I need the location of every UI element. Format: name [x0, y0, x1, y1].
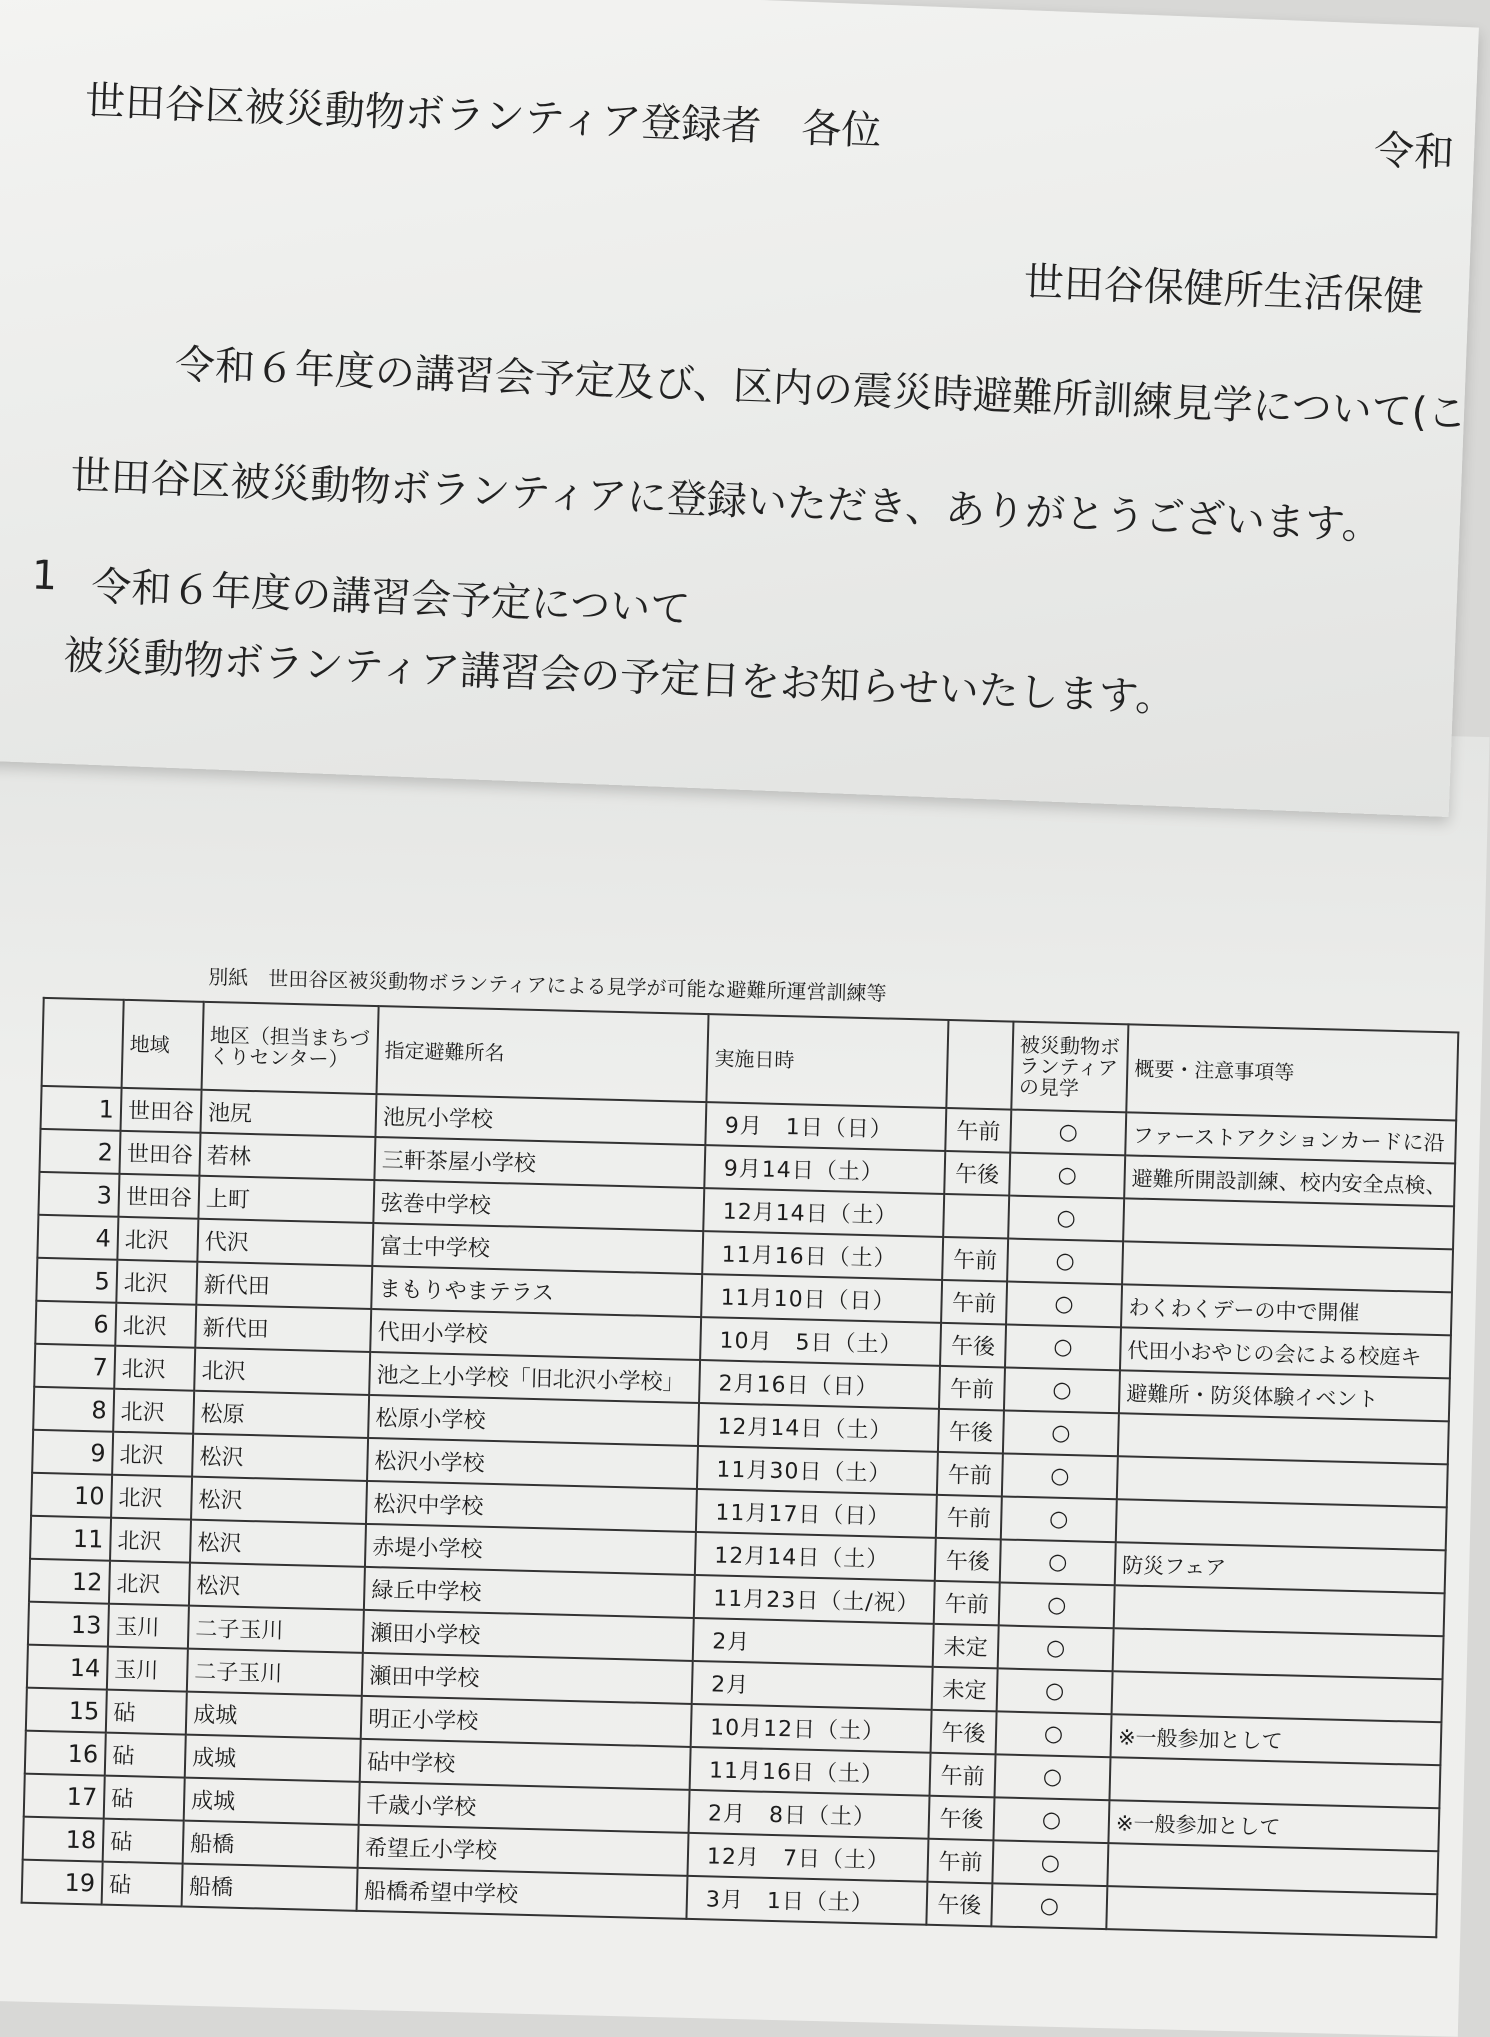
time-cell: 午前 [945, 1108, 1011, 1153]
region-cell: 北沢 [116, 1260, 197, 1305]
row-number: 15 [26, 1688, 107, 1733]
visit-mark: ○ [1009, 1153, 1125, 1199]
shelter-cell: 緑丘中学校 [364, 1567, 695, 1618]
visit-mark: ○ [999, 1582, 1115, 1628]
letter-subject: 令和６年度の講習会予定及び、区内の震災時避難所訓練見学について(こ [174, 341, 1469, 438]
section-number: 1 [30, 552, 59, 600]
row-number: 18 [23, 1817, 104, 1862]
time-cell: 午前 [937, 1452, 1003, 1497]
district-cell: 船橋 [182, 1864, 358, 1911]
header-region: 地域 [122, 1000, 204, 1090]
shelter-cell: 池尻小学校 [375, 1094, 706, 1145]
notes-cell: ※一般参加として [1111, 1714, 1442, 1765]
date-cell: 2月 8日（土） [689, 1790, 930, 1839]
time-cell: 午前 [927, 1839, 993, 1884]
notes-cell: ファーストアクションカードに沿 [1125, 1112, 1456, 1163]
visit-mark: ○ [993, 1797, 1109, 1843]
date-cell: 12月14日（土） [698, 1403, 939, 1452]
shelter-cell: 松沢小学校 [367, 1438, 698, 1489]
visit-mark: ○ [995, 1754, 1111, 1800]
time-cell: 午後 [928, 1796, 994, 1841]
date-cell: 10月12日（土） [691, 1704, 932, 1753]
time-cell: 午前 [939, 1366, 1005, 1411]
date-cell: 12月14日（土） [695, 1532, 936, 1581]
visit-mark: ○ [1004, 1367, 1120, 1413]
shelter-cell: 千歳小学校 [359, 1782, 690, 1833]
district-cell: 松沢 [190, 1520, 366, 1567]
annex-title: 別紙 世田谷区被災動物ボランティアによる見学が可能な避難所運営訓練等 [208, 964, 887, 1006]
shelter-cell: 松原小学校 [368, 1395, 699, 1446]
row-number: 17 [24, 1774, 105, 1819]
shelter-cell: 赤堤小学校 [365, 1524, 696, 1575]
visit-mark: ○ [1003, 1410, 1119, 1456]
header-visit: 被災動物ボランティアの見学 [1011, 1022, 1128, 1113]
time-cell: 午後 [944, 1151, 1010, 1196]
date-cell: 11月16日（土） [690, 1747, 931, 1796]
shelter-cell: 瀬田小学校 [363, 1610, 694, 1661]
visit-mark: ○ [996, 1711, 1112, 1757]
shelter-cell: 富士中学校 [372, 1223, 703, 1274]
header-district: 地区（担当まちづくりセンター） [202, 1002, 379, 1094]
shelter-cell: 池之上小学校「旧北沢小学校」 [369, 1352, 700, 1403]
region-cell: 北沢 [115, 1303, 196, 1348]
region-cell: 北沢 [110, 1518, 191, 1563]
date-cell: 11月16日（土） [702, 1231, 943, 1280]
region-cell: 北沢 [117, 1217, 198, 1262]
district-cell: 船橋 [183, 1821, 359, 1868]
date-cell: 11月17日（日） [696, 1489, 937, 1538]
visit-mark: ○ [1002, 1453, 1118, 1499]
notes-cell: 代田小おやじの会による校庭キ [1120, 1327, 1451, 1378]
district-cell: 池尻 [201, 1090, 377, 1137]
shelter-cell: 三軒茶屋小学校 [374, 1137, 705, 1188]
shelter-cell: 弦巻中学校 [373, 1180, 704, 1231]
time-cell: 午後 [938, 1409, 1004, 1454]
visit-mark: ○ [998, 1625, 1114, 1671]
shelter-cell: まもりやまテラス [371, 1266, 702, 1317]
header-time [946, 1020, 1013, 1110]
row-number: 5 [36, 1258, 117, 1303]
region-cell: 北沢 [114, 1346, 195, 1391]
district-cell: 松沢 [191, 1477, 367, 1524]
date-cell: 11月30日（土） [697, 1446, 938, 1495]
row-number: 12 [29, 1559, 110, 1604]
row-number: 16 [25, 1731, 106, 1776]
region-cell: 北沢 [109, 1561, 190, 1606]
date-cell: 12月14日（土） [703, 1188, 944, 1237]
visit-mark: ○ [1006, 1282, 1122, 1328]
row-number: 9 [32, 1430, 113, 1475]
notes-cell: わくわくデーの中で開催 [1121, 1284, 1452, 1335]
time-cell: 午前 [930, 1753, 996, 1798]
district-cell: 成城 [184, 1778, 360, 1825]
annex-sheet [0, 700, 1490, 2037]
region-cell: 砧 [106, 1690, 187, 1735]
header-notes: 概要・注意事項等 [1126, 1024, 1458, 1120]
section-body: 被災動物ボランティア講習会の予定日をお知らせいたします。 [62, 632, 1177, 722]
notes-cell [1106, 1886, 1437, 1937]
date-cell: 9月14日（土） [704, 1145, 945, 1194]
notes-cell: ※一般参加として [1108, 1800, 1439, 1851]
letter-date: 令和 [1373, 127, 1455, 177]
region-cell: 北沢 [113, 1389, 194, 1434]
date-cell: 12月 7日（土） [688, 1833, 929, 1882]
visit-mark: ○ [1000, 1539, 1116, 1585]
row-number: 1 [41, 1086, 122, 1131]
time-cell: 午前 [941, 1280, 1007, 1325]
section-title: 令和６年度の講習会予定について [90, 563, 692, 633]
notes-cell: 防災フェア [1115, 1542, 1446, 1593]
header-no [42, 998, 124, 1088]
district-cell: 若林 [199, 1133, 375, 1180]
district-cell: 成城 [185, 1735, 361, 1782]
shelter-cell: 代田小学校 [370, 1309, 701, 1360]
region-cell: 砧 [103, 1819, 184, 1864]
district-cell: 新代田 [195, 1305, 371, 1352]
row-number: 6 [35, 1301, 116, 1346]
date-cell: 10月 5日（土） [700, 1317, 941, 1366]
row-number: 4 [37, 1215, 118, 1260]
region-cell: 玉川 [107, 1647, 188, 1692]
shelter-cell: 希望丘小学校 [358, 1825, 689, 1876]
letter-recipient: 世田谷区被災動物ボランティア登録者 各位 [84, 78, 883, 155]
visit-mark: ○ [1010, 1110, 1126, 1156]
shelter-cell: 松沢中学校 [366, 1481, 697, 1532]
row-number: 13 [28, 1602, 109, 1647]
row-number: 8 [33, 1387, 114, 1432]
row-number: 10 [31, 1473, 112, 1518]
row-number: 19 [22, 1860, 103, 1905]
district-cell: 上町 [198, 1176, 374, 1223]
district-cell: 松原 [193, 1391, 369, 1438]
district-cell: 二子玉川 [187, 1649, 363, 1696]
shelter-cell: 船橋希望中学校 [357, 1868, 688, 1919]
shelter-cell: 明正小学校 [361, 1696, 692, 1747]
row-number: 3 [38, 1172, 119, 1217]
visit-mark: ○ [1001, 1496, 1117, 1542]
time-cell: 未定 [932, 1667, 998, 1712]
date-cell: 2月16日（日） [699, 1360, 940, 1409]
time-cell: 未定 [933, 1624, 999, 1669]
time-cell: 午後 [926, 1882, 992, 1927]
row-number: 14 [27, 1645, 108, 1690]
region-cell: 玉川 [108, 1604, 189, 1649]
letter-greeting: 世田谷区被災動物ボランティアに登録いただき、ありがとうございます。 [69, 452, 1383, 550]
region-cell: 世田谷 [119, 1131, 200, 1176]
notes-cell: 避難所・防災体験イベント [1119, 1370, 1450, 1421]
district-cell: 二子玉川 [188, 1606, 364, 1653]
visit-mark: ○ [997, 1668, 1113, 1714]
region-cell: 砧 [102, 1862, 183, 1907]
region-cell: 砧 [104, 1776, 185, 1821]
district-cell: 代沢 [197, 1219, 373, 1266]
region-cell: 世田谷 [118, 1174, 199, 1219]
district-cell: 松沢 [192, 1434, 368, 1481]
visit-mark: ○ [1008, 1196, 1124, 1242]
letter-sheet [0, 0, 1479, 817]
header-shelter: 指定避難所名 [377, 1006, 709, 1102]
row-number: 7 [34, 1344, 115, 1389]
region-cell: 北沢 [111, 1475, 192, 1520]
district-cell: 松沢 [189, 1563, 365, 1610]
date-cell: 2月 [693, 1618, 934, 1667]
shelter-cell: 瀬田中学校 [362, 1653, 693, 1704]
time-cell: 午前 [942, 1237, 1008, 1282]
time-cell: 午後 [931, 1710, 997, 1755]
visit-mark: ○ [992, 1840, 1108, 1886]
letter-sender: 世田谷保健所生活保健 [1022, 259, 1425, 321]
time-cell [943, 1194, 1009, 1239]
region-cell: 砧 [105, 1733, 186, 1778]
header-date: 実施日時 [706, 1014, 948, 1108]
time-cell: 午前 [934, 1581, 1000, 1626]
row-number: 2 [39, 1129, 120, 1174]
date-cell: 11月10日（日） [701, 1274, 942, 1323]
visit-mark: ○ [991, 1883, 1107, 1929]
table-body [22, 1086, 1457, 1937]
visit-mark: ○ [1007, 1239, 1123, 1285]
district-cell: 北沢 [194, 1348, 370, 1395]
time-cell: 午後 [935, 1538, 1001, 1583]
region-cell: 北沢 [112, 1432, 193, 1477]
district-cell: 成城 [186, 1692, 362, 1739]
shelter-cell: 砧中学校 [360, 1739, 691, 1790]
date-cell: 9月 1日（日） [705, 1102, 946, 1151]
date-cell: 11月23日（土/祝） [694, 1575, 935, 1624]
time-cell: 午後 [940, 1323, 1006, 1368]
notes-cell: 避難所開設訓練、校内安全点検、 [1124, 1155, 1455, 1206]
row-number: 11 [30, 1516, 111, 1561]
district-cell: 新代田 [196, 1262, 372, 1309]
time-cell: 午前 [936, 1495, 1002, 1540]
date-cell: 2月 [692, 1661, 933, 1710]
visit-mark: ○ [1005, 1324, 1121, 1370]
region-cell: 世田谷 [121, 1088, 202, 1133]
training-schedule-table [21, 997, 1460, 1938]
date-cell: 3月 1日（土） [686, 1876, 927, 1925]
